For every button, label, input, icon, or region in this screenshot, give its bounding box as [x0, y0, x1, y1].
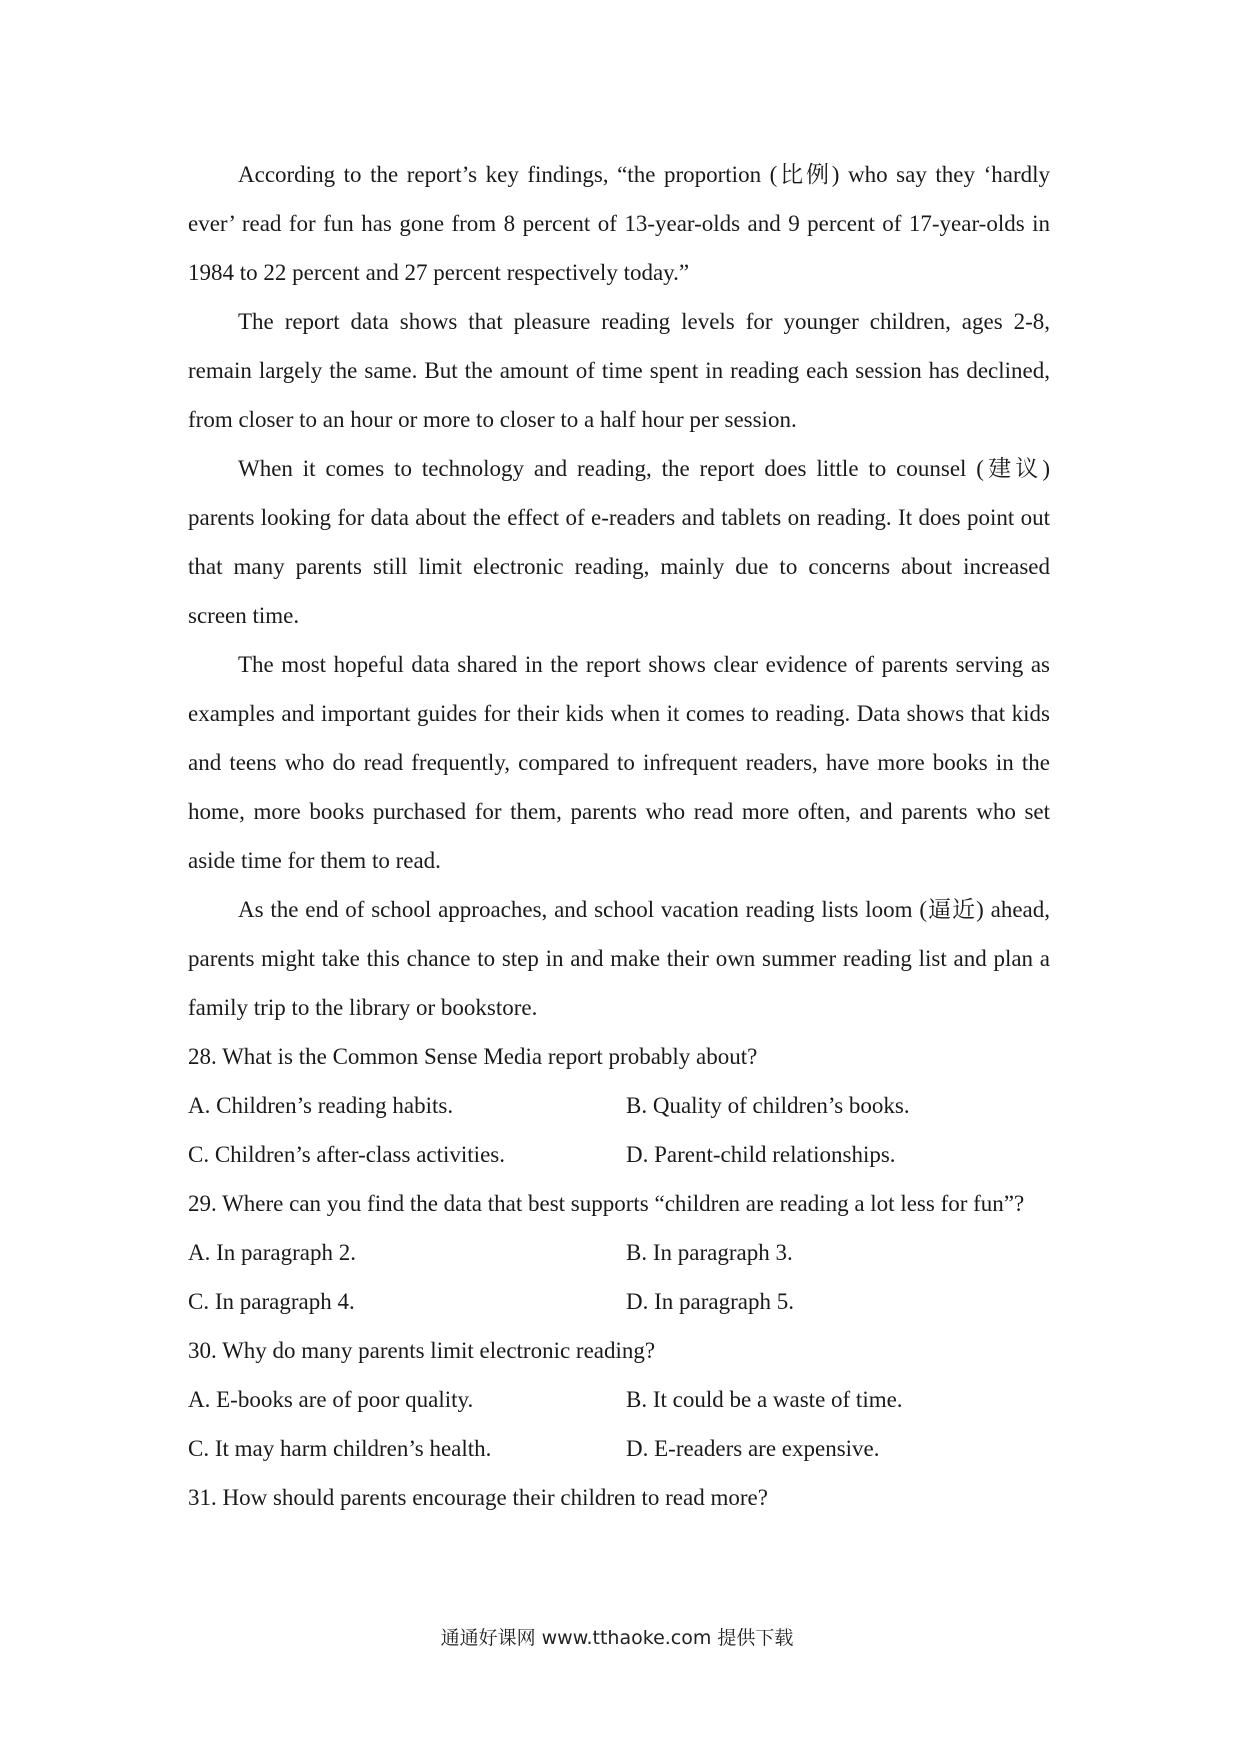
question-text: 28. What is the Common Sense Media report probably about? — [188, 1044, 758, 1069]
paragraph-5: As the end of school approaches, and school vacation reading lists loom (逼近) ahead, parents might take this chance to step in and make their own summer reading list and plan a family trip to the library or bookstore. — [188, 897, 1050, 1020]
paragraph-4: The most hopeful data shared in the report shows clear evidence of parents serving as examples and important guides for their kids when it comes to reading. Data shows that kids and teens who do read frequently, compared to infrequent readers, have more books in the home, more books purchased for them, parents who read more often, and parents who set aside time for them to read. — [188, 652, 1050, 873]
paragraph-1: According to the report’s key findings, “the proportion (比例) who say they ‘hardly ever’ read for fun has gone from 8 percent of 13-year-olds and 9 percent of 17-year-olds in 1984 to 22 percent and 27 percent respectively today.” — [188, 162, 1050, 285]
question-28 — [188, 1032, 1050, 1179]
paragraph-3: When it comes to technology and reading, the report does little to counsel (建议) parents looking for data about the effect of e-readers and tablets on reading. It does point out that many parents still limit electronic reading, mainly due to concerns about increased screen time. — [188, 456, 1050, 628]
options-row — [188, 1424, 1050, 1473]
question-text: 31. How should parents encourage their children to read more? — [188, 1485, 768, 1510]
option-a: A. In paragraph 2. — [188, 1240, 356, 1265]
option-a: A. E-books are of poor quality. — [188, 1387, 474, 1412]
option-a: A. Children’s reading habits. — [188, 1093, 454, 1118]
option-c: C. In paragraph 4. — [188, 1289, 355, 1314]
paragraph-2: The report data shows that pleasure reading levels for younger children, ages 2-8, remain largely the same. But the amount of time spent in reading each session has declined, from closer to an hour or more to closer to a half hour per session. — [188, 309, 1050, 432]
options-row — [188, 1228, 1050, 1277]
question-31 — [188, 1473, 1050, 1522]
option-b: B. In paragraph 3. — [626, 1240, 793, 1265]
options-row — [188, 1375, 1050, 1424]
option-c: C. It may harm children’s health. — [188, 1436, 492, 1461]
footer-watermark: 通通好课网 www.tthaoke.com 提供下载 — [440, 1627, 794, 1649]
option-b: B. Quality of children’s books. — [626, 1093, 910, 1118]
option-b: B. It could be a waste of time. — [626, 1387, 903, 1412]
option-c: C. Children’s after-class activities. — [188, 1142, 505, 1167]
question-29 — [188, 1179, 1050, 1326]
options-row — [188, 1081, 1050, 1130]
option-d: D. In paragraph 5. — [626, 1289, 794, 1314]
options-row — [188, 1277, 1050, 1326]
question-30 — [188, 1326, 1050, 1473]
question-text: 30. Why do many parents limit electronic reading? — [188, 1338, 656, 1363]
option-d: D. E-readers are expensive. — [626, 1436, 880, 1461]
options-row — [188, 1130, 1050, 1179]
document-body — [188, 150, 1050, 1522]
question-text: 29. Where can you find the data that best supports “children are reading a lot less for fun”? — [188, 1191, 1025, 1216]
option-d: D. Parent-child relationships. — [626, 1142, 896, 1167]
